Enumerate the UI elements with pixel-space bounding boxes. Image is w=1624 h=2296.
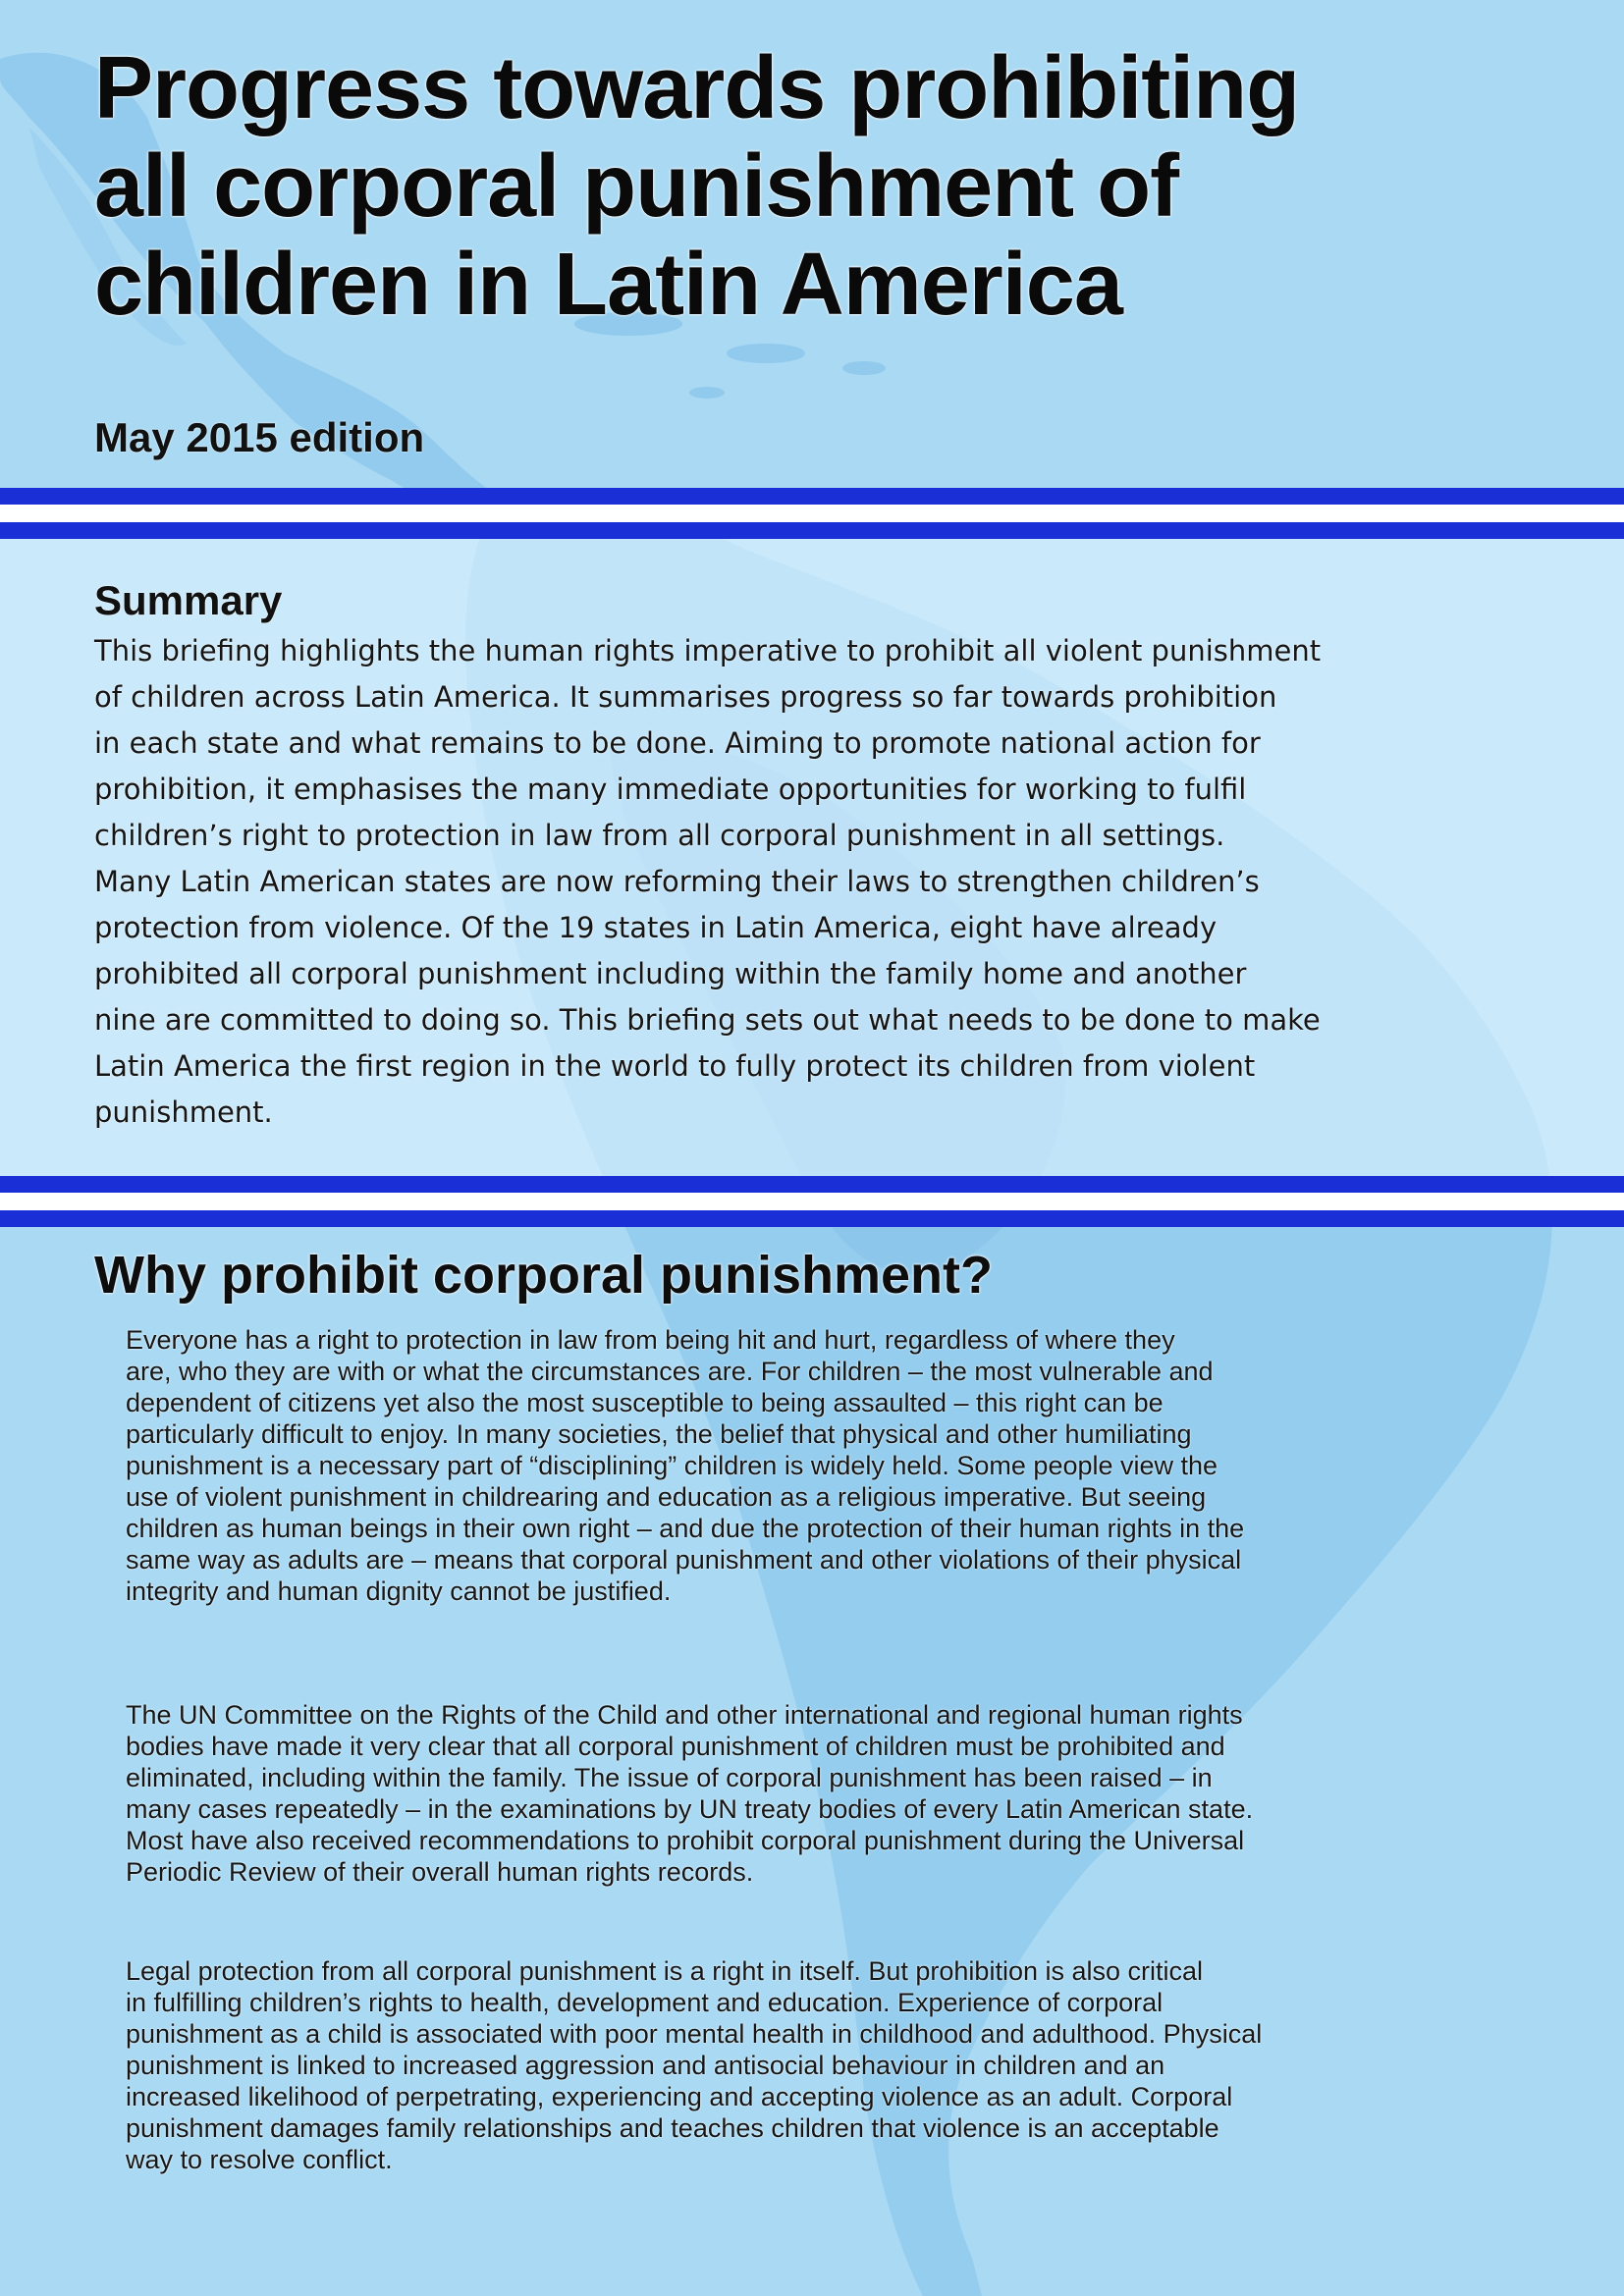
paragraph-line: particularly difficult to enjoy. In many societies, the belief that physical and other humiliating xyxy=(126,1419,1192,1449)
summary-line: punishment. xyxy=(94,1095,273,1129)
paragraph-line: same way as adults are – means that corporal punishment and other violations of their physical xyxy=(126,1545,1242,1575)
title-line: Progress towards prohibiting xyxy=(94,39,1300,137)
section-heading: Why prohibit corporal punishment? xyxy=(94,1246,993,1305)
paragraph-line: in fulfilling children’s rights to health, development and education. Experience of corporal xyxy=(126,1988,1164,2017)
summary-line: protection from violence. Of the 19 states in Latin America, eight have already xyxy=(94,911,1218,944)
summary-line: nine are committed to doing so. This briefing sets out what needs to be done to make xyxy=(94,1003,1321,1037)
paragraph-line: punishment damages family relationships and teaches children that violence is an acceptable xyxy=(126,2113,1219,2143)
summary-heading: Summary xyxy=(94,577,283,623)
summary-line: prohibition, it emphasises the many immediate opportunities for working to fulfil xyxy=(94,773,1247,806)
paragraph-line: dependent of citizens yet also the most susceptible to being assaulted – this right can be xyxy=(126,1388,1164,1417)
body-paragraph xyxy=(126,1324,1540,1607)
stripe-divider xyxy=(0,1176,1624,1227)
summary-text xyxy=(94,628,1547,1136)
paragraph-line: Most have also received recommendations to prohibit corporal punishment during the Universal xyxy=(126,1826,1245,1855)
paragraph-line: many cases repeatedly – in the examinations by UN treaty bodies of every Latin American state. xyxy=(126,1794,1254,1824)
paragraph-line: way to resolve conflict. xyxy=(126,2145,393,2174)
summary-line: Many Latin American states are now reforming their laws to strengthen children’s xyxy=(94,865,1260,898)
stripe-divider xyxy=(0,488,1624,539)
paragraph-line: Legal protection from all corporal punishment is a right in itself. But prohibition is also critical xyxy=(126,1956,1204,1986)
paragraph-line: eliminated, including within the family. The issue of corporal punishment has been raised – in xyxy=(126,1763,1213,1792)
summary-line: children’s right to protection in law from all corporal punishment in all settings. xyxy=(94,819,1225,852)
paragraph-line: The UN Committee on the Rights of the Child and other international and regional human rights xyxy=(126,1700,1243,1730)
body-paragraph xyxy=(126,1955,1540,2175)
paragraph-line: punishment as a child is associated with poor mental health in childhood and adulthood. Physical xyxy=(126,2019,1263,2049)
paragraph-line: Periodic Review of their overall human rights records. xyxy=(126,1857,754,1887)
paragraph-line: bodies have made it very clear that all corporal punishment of children must be prohibited and xyxy=(126,1732,1225,1761)
paragraph-line: increased likelihood of perpetrating, experiencing and accepting violence as an adult. Corporal xyxy=(126,2082,1233,2111)
summary-line: This briefing highlights the human rights imperative to prohibit all violent punishment xyxy=(94,634,1322,667)
page-title xyxy=(94,39,1547,334)
summary-line: Latin America the first region in the world to fully protect its children from violent xyxy=(94,1049,1256,1083)
body-paragraph xyxy=(126,1699,1540,1888)
edition-label: May 2015 edition xyxy=(94,414,425,460)
paragraph-line: children as human beings in their own right – and due the protection of their human rights in the xyxy=(126,1514,1245,1543)
paragraph-line: punishment is linked to increased aggression and antisocial behaviour in children and an xyxy=(126,2051,1165,2080)
summary-line: of children across Latin America. It summarises progress so far towards prohibition xyxy=(94,680,1277,714)
summary-line: prohibited all corporal punishment including within the family home and another xyxy=(94,957,1247,990)
paragraph-line: Everyone has a right to protection in law from being hit and hurt, regardless of where they xyxy=(126,1325,1175,1355)
paragraph-line: integrity and human dignity cannot be justified. xyxy=(126,1576,672,1606)
paragraph-line: are, who they are with or what the circumstances are. For children – the most vulnerable and xyxy=(126,1357,1214,1386)
paragraph-line: punishment is a necessary part of “disciplining” children is widely held. Some people view the xyxy=(126,1451,1218,1480)
summary-line: in each state and what remains to be done. Aiming to promote national action for xyxy=(94,726,1261,760)
title-line: children in Latin America xyxy=(94,236,1122,334)
title-line: all corporal punishment of xyxy=(94,137,1179,236)
paragraph-line: use of violent punishment in childrearing and education as a religious imperative. But seeing xyxy=(126,1482,1207,1512)
